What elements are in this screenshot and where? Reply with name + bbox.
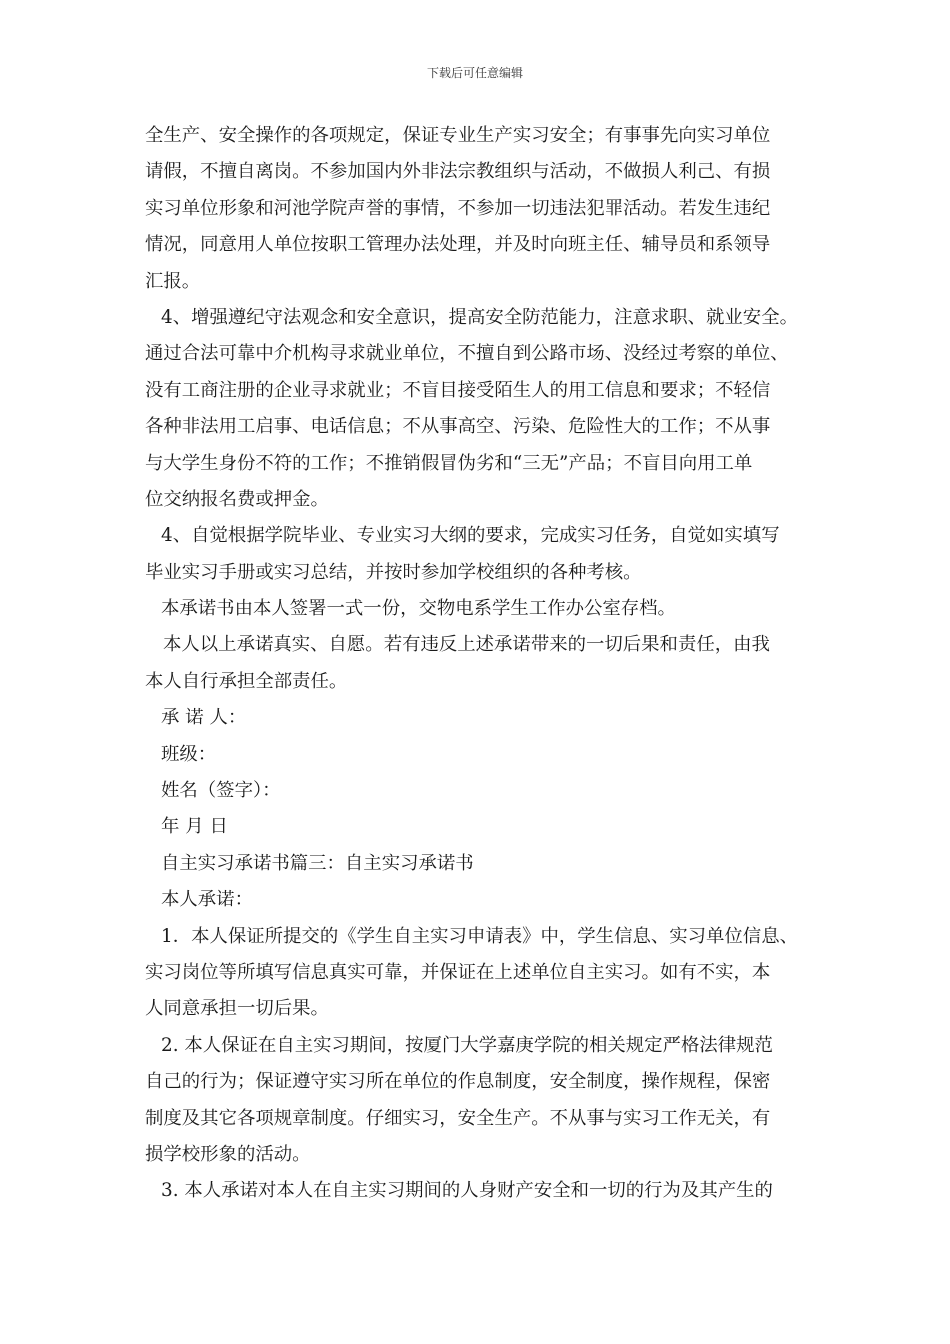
text-line: 实习单位形象和河池学院声誉的事情，不参加一切违法犯罪活动。若发生违纪 xyxy=(145,197,771,219)
text-line: 4、增强遵纪守法观念和安全意识，提高安全防范能力，注意求职、就业安全。 xyxy=(161,306,798,328)
text-line: 制度及其它各项规章制度。仔细实习，安全生产。不从事与实习工作无关，有 xyxy=(145,1107,771,1129)
page-header: 下载后可任意编辑 xyxy=(426,66,523,80)
text-line: 自己的行为；保证遵守实习所在单位的作息制度，安全制度，操作规程，保密 xyxy=(145,1071,771,1093)
text-line: 本承诺书由本人签署一式一份，交物电系学生工作办公室存档。 xyxy=(161,598,676,620)
text-line: 损学校形象的活动。 xyxy=(145,1143,311,1165)
text-line: 通过合法可靠中介机构寻求就业单位，不擅自到公路市场、没经过考察的单位、 xyxy=(145,343,789,365)
text-line: 没有工商注册的企业寻求就业；不盲目接受陌生人的用工信息和要求；不轻信 xyxy=(145,379,771,401)
text-line: 人同意承担一切后果。 xyxy=(145,998,329,1020)
date-label: 年 月 日 xyxy=(161,816,228,838)
text-line: 4、自觉根据学院毕业、专业实习大纲的要求，完成实习任务，自觉如实填写 xyxy=(161,525,780,547)
class-label: 班级： xyxy=(161,743,217,765)
text-line: 本人以上承诺真实、自愿。若有违反上述承诺带来的一切后果和责任，由我 xyxy=(163,634,770,656)
text-line: 全生产、安全操作的各项规定，保证专业生产实习安全；有事事先向实习单位 xyxy=(145,125,771,146)
text-line: 毕业实习手册或实习总结，并按时参加学校组织的各种考核。 xyxy=(145,561,642,583)
section-title: 自主实习承诺书篇三：自主实习承诺书 xyxy=(161,852,474,874)
text-line: 与大学生身份不符的工作；不推销假冒伪劣和“三无”产品；不盲目向用工单 xyxy=(145,452,753,474)
text-line: 情况，同意用人单位按职工管理办法处理，并及时向班主任、辅导员和系领导 xyxy=(145,234,771,256)
text-line: 实习岗位等所填写信息真实可靠，并保证在上述单位自主实习。如有不实，本 xyxy=(145,961,771,983)
text-line: 汇报。 xyxy=(145,270,201,292)
text-line: 本人自行承担全部责任。 xyxy=(145,670,348,692)
text-line: 请假，不擅自离岗。不参加国内外非法宗教组织与活动，不做损人利己、有损 xyxy=(145,161,771,183)
text-line: 2. 本人保证在自主实习期间，按厦门大学嘉庚学院的相关规定严格法律规范 xyxy=(161,1034,773,1056)
name-signature-label: 姓名（签字）： xyxy=(161,780,281,802)
text-line: 本人承诺： xyxy=(161,889,253,911)
document-body xyxy=(145,118,835,1210)
text-line: 1．本人保证所提交的《学生自主实习申请表》中，学生信息、实习单位信息、 xyxy=(161,925,798,947)
signer-label: 承 诺 人： xyxy=(161,707,247,729)
text-line: 3. 本人承诺对本人在自主实习期间的人身财产安全和一切的行为及其产生的 xyxy=(161,1180,773,1202)
text-line: 位交纳报名费或押金。 xyxy=(145,488,329,510)
text-line: 各种非法用工启事、电话信息；不从事高空、污染、危险性大的工作；不从事 xyxy=(145,416,771,438)
